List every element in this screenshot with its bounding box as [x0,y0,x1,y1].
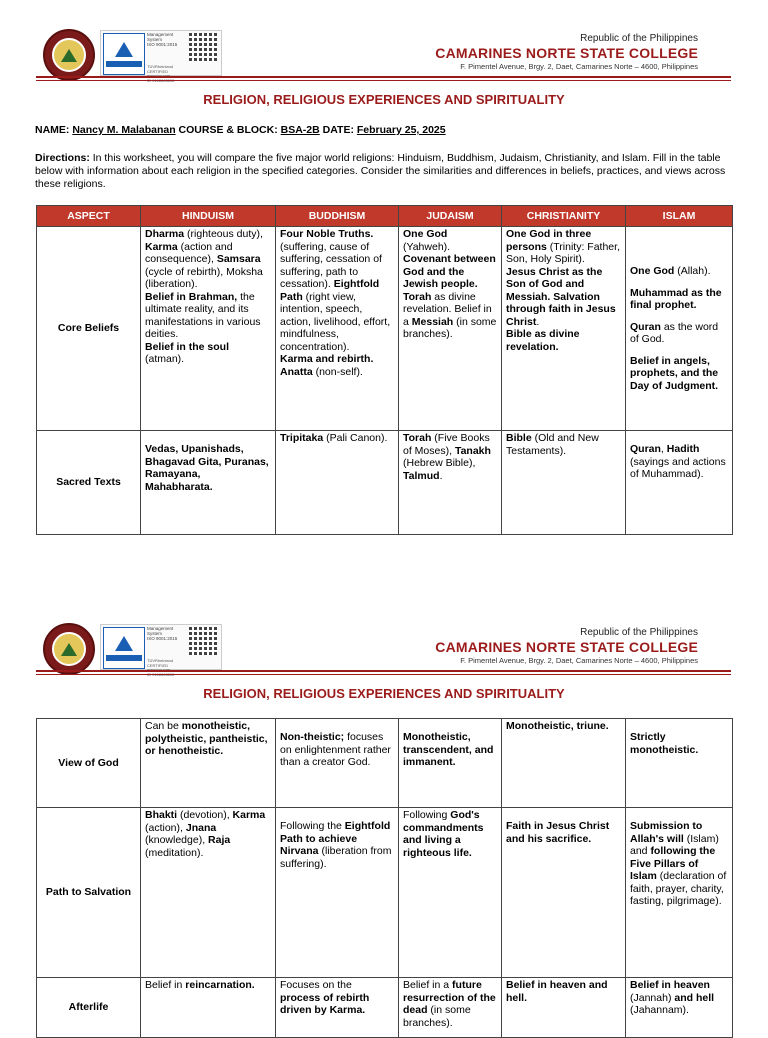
header-rule-thin [36,80,731,81]
table-row [37,808,733,978]
college-address: F. Pimentel Avenue, Brgy. 2, Daet, Camarines Norte – 4600, Philippines [460,656,698,665]
header-rule-thin [36,674,731,675]
iso-certification-badge: Management System ISO 9001:2015 TÜVRheinland CERTIFIED [100,30,222,76]
table-row [37,719,733,808]
tuv-logo-icon [103,33,145,75]
college-name: CAMARINES NORTE STATE COLLEGE [435,45,698,61]
comparison-table-page-1 [36,205,733,535]
hinduism-afterlife: Belief in reincarnation. [141,978,276,1038]
buddhism-view-of-god: Non-theistic; focuses on enlightenment rather than a creator God. [276,719,399,808]
hinduism-sacred-texts: Vedas, Upanishads, Bhagavad Gita, Puranas, Ramayana, Mahabharata. [141,431,276,535]
buddhism-path-to-salvation: Following the Eightfold Path to achieve Nirvana (liberation from suffering). [276,808,399,978]
document-title: RELIGION, RELIGIOUS EXPERIENCES AND SPIRITUALITY [203,92,565,107]
judaism-core-beliefs: One God (Yahweh). Covenant between God and the Jewish people. Torah as divine revelation. Belief in a Messiah (in some branches). [399,227,502,431]
islam-afterlife: Belief in heaven (Jannah) and hell (Jahannam). [626,978,733,1038]
college-address: F. Pimentel Avenue, Brgy. 2, Daet, Camarines Norte – 4600, Philippines [460,62,698,71]
christianity-sacred-texts: Bible (Old and New Testaments). [502,431,626,535]
islam-sacred-texts: Quran, Hadith (sayings and actions of Muhammad). [626,431,733,535]
christianity-path-to-salvation: Faith in Jesus Christ and his sacrifice. [502,808,626,978]
college-seal-icon [43,29,95,81]
judaism-afterlife: Belief in a future resurrection of the dead (in some branches). [399,978,502,1038]
buddhism-sacred-texts: Tripitaka (Pali Canon). [276,431,399,535]
aspect-sacred-texts: Sacred Texts [37,431,141,535]
college-seal-icon [43,623,95,675]
republic-label: Republic of the Philippines [580,627,698,638]
aspect-path-to-salvation: Path to Salvation [37,808,141,978]
islam-path-to-salvation: Submission to Allah's will (Islam) and following the Five Pillars of Islam (declaration of faith, prayer, charity, fasting, pilgrimage). [626,808,733,978]
buddhism-afterlife: Focuses on the process of rebirth driven by Karma. [276,978,399,1038]
judaism-path-to-salvation: Following God's commandments and living a righteous life. [399,808,502,978]
judaism-sacred-texts: Torah (Five Books of Moses), Tanakh (Hebrew Bible), Talmud. [399,431,502,535]
letterhead [0,594,768,668]
christianity-core-beliefs: One God in three persons (Trinity: Father, Son, Holy Spirit). Jesus Christ as the Son of God and Messiah. Salvation through faith in Jesus Christ. Bible as divine revelation. [502,227,626,431]
header-rule [36,670,731,672]
date-value: February 25, 2025 [356,124,446,136]
islam-core-beliefs: One God (Allah). Muhammad as the final prophet. Quran as the word of God. Belief in angels, prophets, and the Day of Judgment. [626,227,733,431]
hinduism-view-of-god: Can be monotheistic, polytheistic, pantheistic, or henotheistic. [141,719,276,808]
republic-label: Republic of the Philippines [580,33,698,44]
christianity-view-of-god: Monotheistic, triune. [502,719,626,808]
hinduism-core-beliefs: Dharma (righteous duty), Karma (action and consequence), Samsara (cycle of rebirth), Moksha (liberation). Belief in Brahman, the ultimate reality, and its manifestations in various deities. Belief in the soul (atman). [141,227,276,431]
directions: Directions: In this worksheet, you will compare the five major world religions: Hinduism, Buddhism, Judaism, Christianity, and Islam. Fill in the table below with information about each religion in the specified categories. Consider the similarities and differences in beliefs, practices, and views across these religions. [35,152,726,190]
table-row [37,978,733,1038]
aspect-core-beliefs: Core Beliefs [37,227,141,431]
hinduism-path-to-salvation: Bhakti (devotion), Karma (action), Jnana (knowledge), Raja (meditation). [141,808,276,978]
page-2 [0,594,768,1029]
letterhead [0,0,768,74]
table-header-row: ASPECT HINDUISM BUDDHISM JUDAISM CHRISTIANITY ISLAM [37,206,733,227]
course-block: BSA-2B [280,124,320,136]
buddhism-core-beliefs: Four Noble Truths. (suffering, cause of suffering, cessation of suffering, path to cessation). Eightfold Path (right view, intention, speech, action, livelihood, effort, mindfulness, concentration). Karma and rebirth. Anatta (non-self). [276,227,399,431]
aspect-view-of-god: View of God [37,719,141,808]
student-name: Nancy M. Malabanan [72,124,176,136]
iso-certification-badge: Management System ISO 9001:2015 TÜVRheinland CERTIFIED [100,624,222,670]
islam-view-of-god: Strictly monotheistic. [626,719,733,808]
header-rule [36,76,731,78]
christianity-afterlife: Belief in heaven and hell. [502,978,626,1038]
judaism-view-of-god: Monotheistic, transcendent, and immanent. [399,719,502,808]
comparison-table-page-2 [36,718,733,1038]
college-name: CAMARINES NORTE STATE COLLEGE [435,639,698,655]
table-row [37,227,733,431]
table-row [37,431,733,535]
aspect-afterlife: Afterlife [37,978,141,1038]
document-title: RELIGION, RELIGIOUS EXPERIENCES AND SPIRITUALITY [203,686,565,701]
student-info: NAME: Nancy M. Malabanan COURSE & BLOCK: BSA-2B DATE: February 25, 2025 [35,124,446,136]
tuv-logo-icon [103,627,145,669]
